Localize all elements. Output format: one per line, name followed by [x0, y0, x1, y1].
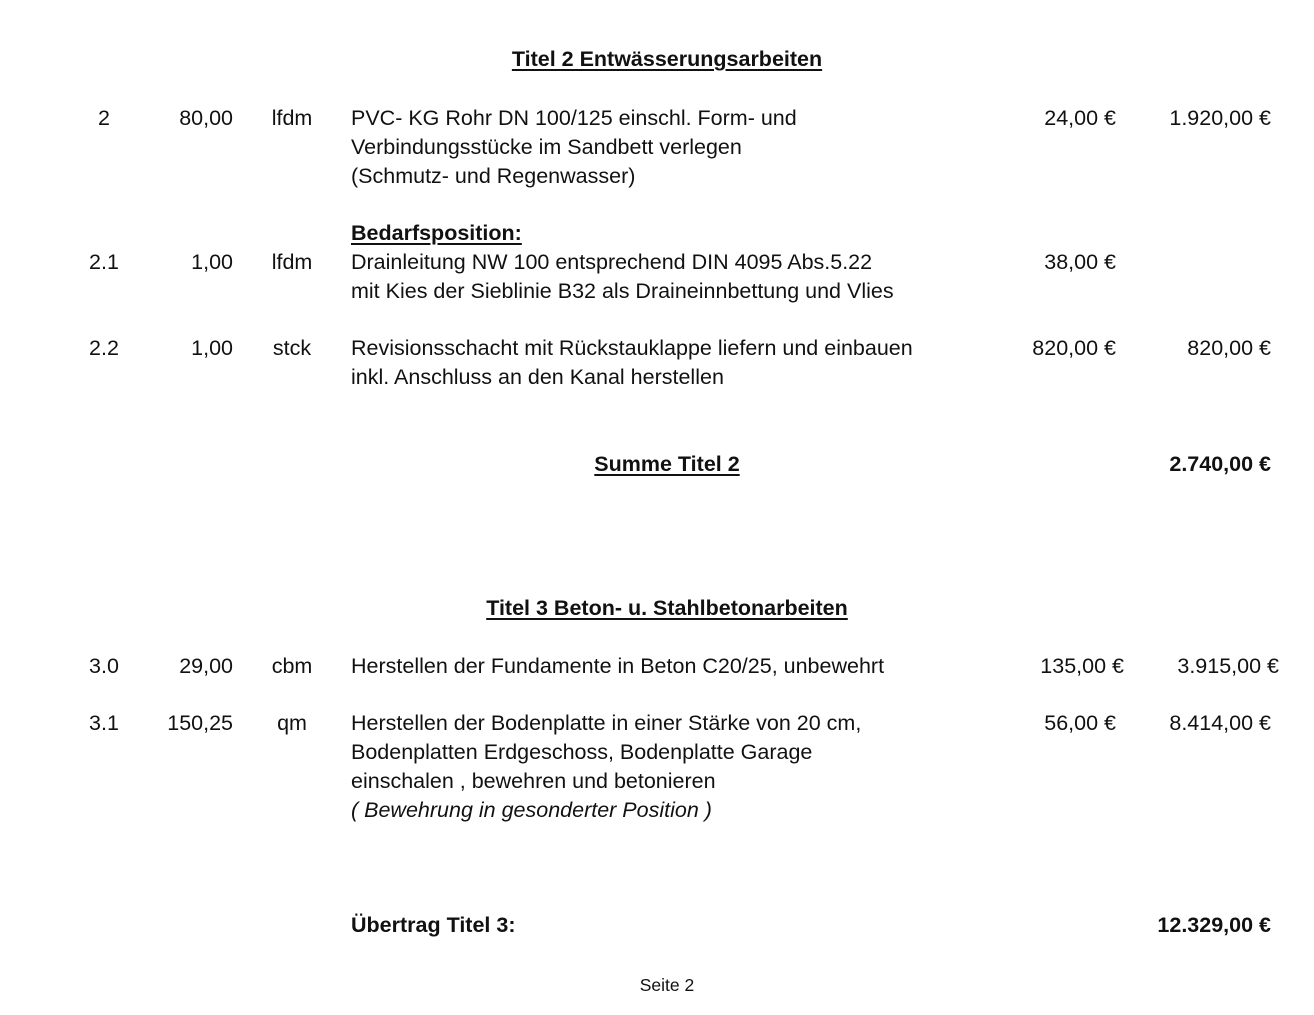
unit-price: 38,00 €	[1044, 250, 1116, 274]
line-total: 8.414,00 €	[1169, 711, 1271, 735]
quantity: 150,25	[167, 711, 233, 735]
line-total: 820,00 €	[1187, 336, 1271, 360]
unit: qm	[277, 711, 307, 735]
quantity: 1,00	[191, 336, 233, 360]
quantity: 1,00	[191, 250, 233, 274]
section-heading-titel-3: Titel 3 Beton- u. Stahlbetonarbeiten	[486, 596, 848, 620]
description-line: Herstellen der Bodenplatte in einer Stärke von 20 cm,	[351, 711, 862, 735]
item-description	[351, 334, 913, 392]
description-line: mit Kies der Sieblinie B32 als Draineinnbettung und Vlies	[351, 279, 894, 303]
description-line: einschalen , bewehren und betonieren	[351, 769, 716, 793]
description-line: PVC- KG Rohr DN 100/125 einschl. Form- und	[351, 106, 797, 130]
description-line: Bodenplatten Erdgeschoss, Bodenplatte Garage	[351, 740, 813, 764]
section-heading-titel-2: Titel 2 Entwässerungsarbeiten	[511, 47, 823, 71]
line-total: 3.915,00 €	[1177, 654, 1279, 678]
quantity: 80,00	[179, 106, 233, 130]
position-number: 3.0	[89, 654, 119, 678]
page-number: Seite 2	[639, 975, 695, 995]
description-line: inkl. Anschluss an den Kanal herstellen	[351, 365, 724, 389]
description-line: (Schmutz- und Regenwasser)	[351, 164, 636, 188]
position-number: 2.1	[89, 250, 119, 274]
unit: cbm	[271, 654, 313, 678]
quantity: 29,00	[179, 654, 233, 678]
unit: lfdm	[271, 250, 313, 274]
unit-price: 24,00 €	[1044, 106, 1116, 130]
unit-price: 56,00 €	[1044, 711, 1116, 735]
item-description	[351, 709, 861, 825]
carry-over-value: 12.329,00 €	[1157, 913, 1271, 937]
unit: stck	[272, 336, 312, 360]
description-line: Verbindungsstücke im Sandbett verlegen	[351, 135, 742, 159]
sum-label-titel-2: Summe Titel 2	[594, 452, 740, 476]
item-description	[351, 248, 894, 306]
position-number: 2.2	[89, 336, 119, 360]
bedarfsposition-heading: Bedarfsposition:	[351, 221, 522, 245]
position-number: 2	[98, 106, 110, 130]
position-number: 3.1	[89, 711, 119, 735]
line-total: 1.920,00 €	[1169, 106, 1271, 130]
description-line: Drainleitung NW 100 entsprechend DIN 4095 Abs.5.22	[351, 250, 873, 274]
description-note: ( Bewehrung in gesonderter Position )	[351, 798, 712, 822]
carry-over-label: Übertrag Titel 3:	[351, 913, 516, 937]
item-description	[351, 104, 797, 191]
unit: lfdm	[271, 106, 313, 130]
description-line: Herstellen der Fundamente in Beton C20/25, unbewehrt	[351, 654, 885, 678]
unit-price: 135,00 €	[1040, 654, 1124, 678]
description-line: Revisionsschacht mit Rückstauklappe liefern und einbauen	[351, 336, 913, 360]
sum-value-titel-2: 2.740,00 €	[1169, 452, 1271, 476]
item-description	[351, 652, 884, 681]
unit-price: 820,00 €	[1032, 336, 1116, 360]
